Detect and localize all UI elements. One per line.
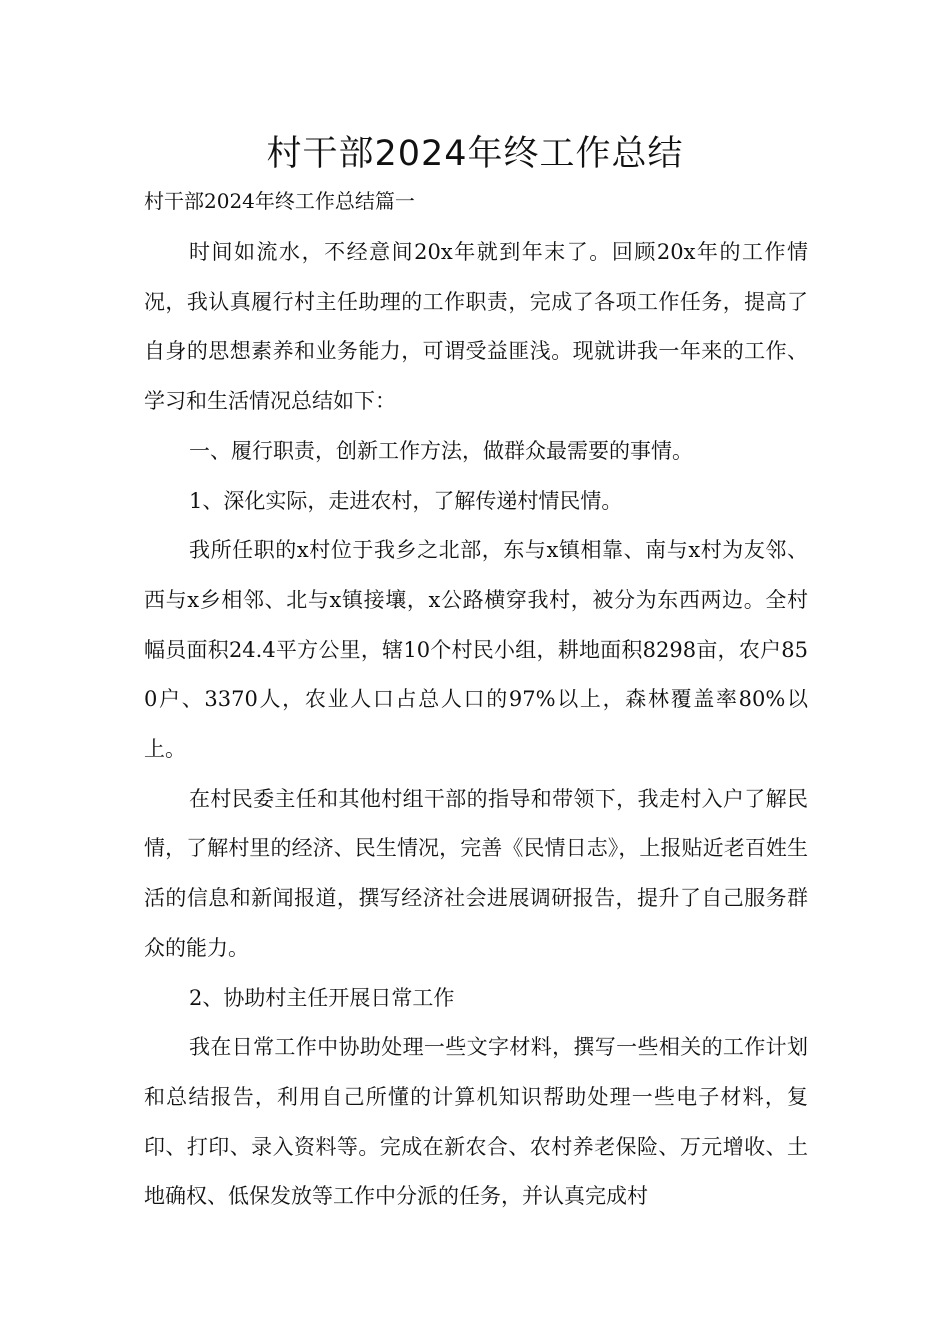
document-body [144,228,808,1222]
paragraph-village-overview: 我所任职的x村位于我乡之北部，东与x镇相靠、南与x村为友邻、西与x乡相邻、北与x镇接壤，x公路横穿我村，被分为东西两边。全村幅员面积24.4平方公里，辖10个村民小组，耕地面积8298亩，农户850户、3370人，农业人口占总人口的97%以上，森林覆盖率80%以上。 [144,538,808,762]
subsection-heading-2: 2、协助村主任开展日常工作 [189,985,455,1010]
paragraph-daily-work: 我在日常工作中协助处理一些文字材料，撰写一些相关的工作计划和总结报告，利用自己所懂的计算机知识帮助处理一些电子材料，复印、打印、录入资料等。完成在新农合、农村养老保险、万元增收、土地确权、低保发放等工作中分派的任务，并认真完成村 [144,1035,808,1209]
document-subtitle: 村干部2024年终工作总结篇一 [144,189,415,213]
paragraph-intro: 时间如流水，不经意间20x年就到年末了。回顾20x年的工作情况，我认真履行村主任助理的工作职责，完成了各项工作任务，提高了自身的思想素养和业务能力，可谓受益匪浅。现就讲我一年来的工作、学习和生活情况总结如下： [144,240,808,414]
section-heading-1: 一、履行职责，创新工作方法，做群众最需要的事情。 [189,438,693,463]
document-title: 村干部2024年终工作总结 [266,134,684,174]
paragraph-field-work: 在村民委主任和其他村组干部的指导和带领下，我走村入户了解民情，了解村里的经济、民生情况，完善《民情日志》，上报贴近老百姓生活的信息和新闻报道，撰写经济社会进展调研报告，提升了自己服务群众的能力。 [144,786,808,960]
subsection-heading-1: 1、深化实际，走进农村，了解传递村情民情。 [189,488,623,513]
